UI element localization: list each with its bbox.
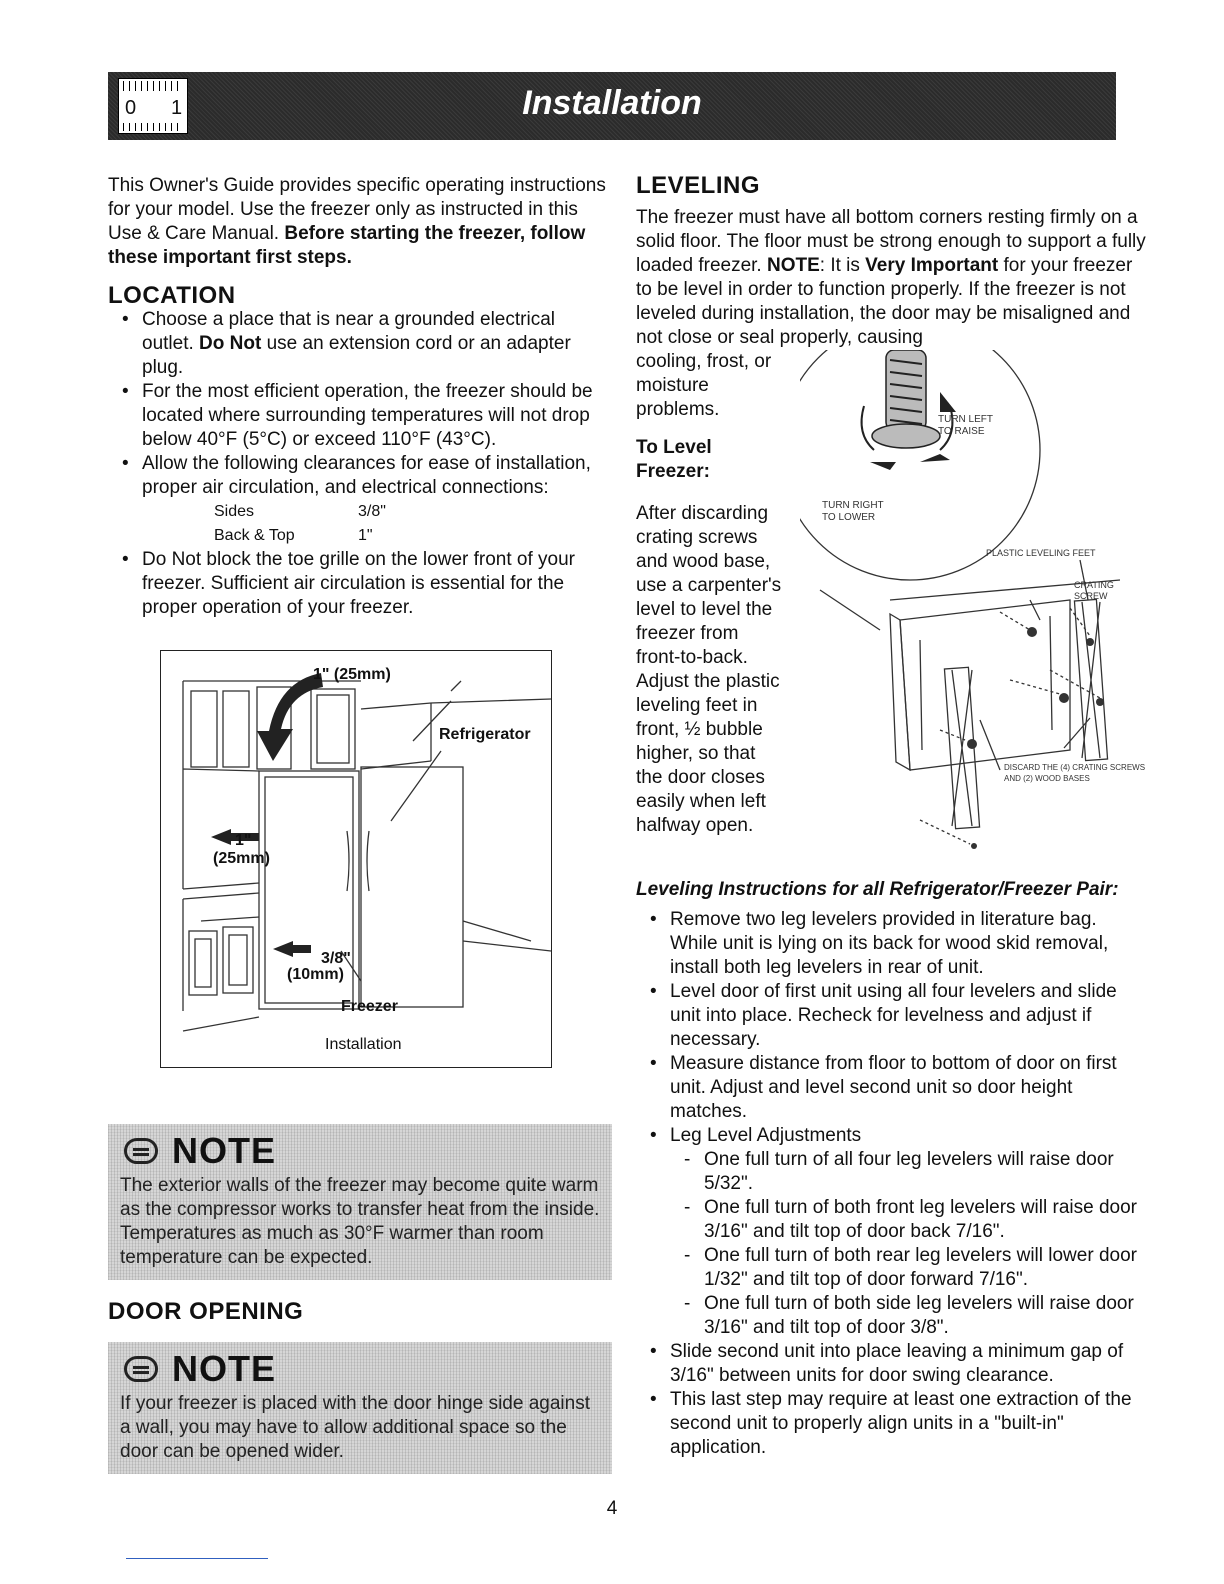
note-text: The exterior walls of the freezer may become quite warm as the compressor works to transfer heat from the inside. Temperatures as much as 30°F warmer than room temperature can be expected. xyxy=(120,1175,600,1268)
list-item: • Measure distance from floor to bottom of door on first unit. Adjust and level second unit so door height matches. xyxy=(636,1052,1146,1124)
pair-heading: Leveling Instructions for all Refrigerator/Freezer Pair: xyxy=(636,879,1119,900)
ruler-label-0: 0 xyxy=(125,97,137,119)
right-column xyxy=(636,174,1146,1460)
installation-illustration xyxy=(160,650,552,1068)
footer-line xyxy=(126,1558,268,1559)
clearance-table xyxy=(214,500,612,548)
intro-paragraph: This Owner's Guide provides specific operating instructions for your model. Use the freezer only as instructed in this Use & Care Manual. Before starting the freezer, follow these important first steps. xyxy=(108,175,606,268)
adjustment-item: - One full turn of all four leg levelers will raise door 5/32". xyxy=(670,1148,1146,1196)
page-title: Installation xyxy=(522,84,702,122)
turn-left-label: TURN LEFT TO RAISE xyxy=(938,414,993,437)
note-icon xyxy=(124,1356,158,1382)
note-box-door xyxy=(108,1342,612,1474)
door-opening-heading: DOOR OPENING xyxy=(108,1298,304,1325)
ruler-label-1: 1 xyxy=(171,97,183,119)
adjustment-item: - One full turn of both side leg levelers will raise door 3/16" and tilt top of door 3/8". xyxy=(670,1292,1146,1340)
note-box-heat xyxy=(108,1124,612,1280)
section-banner xyxy=(108,72,1116,140)
pair-list xyxy=(636,908,1146,1460)
leveling-paragraph: The freezer must have all bottom corners resting firmly on a solid floor. The floor must be strong enough to support a fully loaded freezer. NOTE: It is Very Important for your freezer to be level in order to function properly. If the freezer is not leveled during installation, the door may be misaligned and not close or seal properly, causing xyxy=(636,207,1146,348)
gap-label: 3/8" xyxy=(321,950,351,967)
list-item: • Allow the following clearances for ease of installation, proper air circulation, and electrical connections: Sides 3/8" Back & Top 1" xyxy=(108,452,612,548)
location-heading: LOCATION xyxy=(108,282,236,309)
location-list xyxy=(108,308,612,620)
list-item: • Remove two leg levelers provided in literature bag. While unit is lying on its back for wood skid removal, install both leg levelers in rear of unit. xyxy=(636,908,1146,980)
leveling-heading: LEVELING xyxy=(636,172,761,199)
clearance-row: Sides 3/8" xyxy=(214,503,386,520)
list-item: • Level door of first unit using all four levelers and slide unit into place. Recheck for levelness and adjust if necessary. xyxy=(636,980,1146,1052)
note-icon xyxy=(124,1138,158,1164)
list-item: • This last step may require at least one extraction of the second unit to properly align units in a "built-in" application. xyxy=(636,1388,1146,1460)
list-item: • Slide second unit into place leaving a minimum gap of 3/16" between units for door swing clearance. xyxy=(636,1340,1146,1388)
side-clearance-label: 1" xyxy=(235,832,252,849)
list-item: • Leg Level Adjustments - One full turn of all four leg levelers will raise door 5/32". - One full turn of both front leg levelers will raise door 3/16" and tilt top of door back 7/16". - One full turn of both rear leg levelers will lower door 1/32" and tilt top of door forward 7/16". - One full turn of both side leg levelers will raise door 3/16" and tilt top of door 3/8". xyxy=(636,1124,1146,1340)
side-clearance-mm-label: (25mm) xyxy=(213,850,270,867)
note-title: NOTE xyxy=(172,1130,277,1171)
clearance-row: Back & Top 1" xyxy=(214,527,373,544)
list-item: • For the most efficient operation, the freezer should be located where surrounding temperatures will not drop below 40°F (5°C) or exceed 110°F (43°C). xyxy=(108,380,612,452)
page-number: 4 xyxy=(606,1498,618,1519)
figure-caption: Installation xyxy=(325,1036,402,1053)
discard-label: DISCARD THE (4) CRATING SCREWS AND (2) WOOD BASES xyxy=(1004,763,1146,783)
leveling-diagram-area xyxy=(636,350,1146,862)
plastic-feet-label: PLASTIC LEVELING FEET xyxy=(986,548,1096,558)
list-item: • Choose a place that is near a grounded electrical outlet. Do Not use an extension cord or an adapter plug. xyxy=(108,308,612,380)
note-text: If your freezer is placed with the door hinge side against a wall, you may have to allow additional space so the door can be opened wider. xyxy=(120,1393,590,1462)
note-title: NOTE xyxy=(172,1348,277,1389)
refrigerator-label: Refrigerator xyxy=(439,726,531,743)
turn-right-label: TURN RIGHT TO LOWER xyxy=(822,500,884,523)
gap-mm-label: (10mm) xyxy=(287,966,344,983)
freezer-label: Freezer xyxy=(341,998,398,1015)
intro-bold: Before starting the freezer, follow these important first steps. xyxy=(108,223,586,268)
leveling-steps: After discarding crating screws and wood base, use a carpenter's level to level the freezer from front-to-back. Adjust the plastic leveling feet in front, ½ bubble higher, so that the door closes easily when left halfway open. xyxy=(636,503,782,836)
to-level-heading: To Level Freezer: xyxy=(636,437,712,482)
leveling-tail: cooling, frost, or moisture problems. xyxy=(636,351,772,420)
left-column xyxy=(108,174,612,1474)
adjustment-list xyxy=(670,1148,1146,1340)
adjustment-item: - One full turn of both rear leg levelers will lower door 1/32" and tilt top of door forward 7/16". xyxy=(670,1244,1146,1292)
crating-screw-label: CRATING SCREW xyxy=(1074,580,1114,601)
list-item: • Do Not block the toe grille on the lower front of your freezer. Sufficient air circulation is essential for the proper operation of your freezer. xyxy=(108,548,612,620)
adjustment-item: - One full turn of both front leg levelers will raise door 3/16" and tilt top of door back 7/16". xyxy=(670,1196,1146,1244)
top-clearance-label: 1" (25mm) xyxy=(313,666,391,683)
